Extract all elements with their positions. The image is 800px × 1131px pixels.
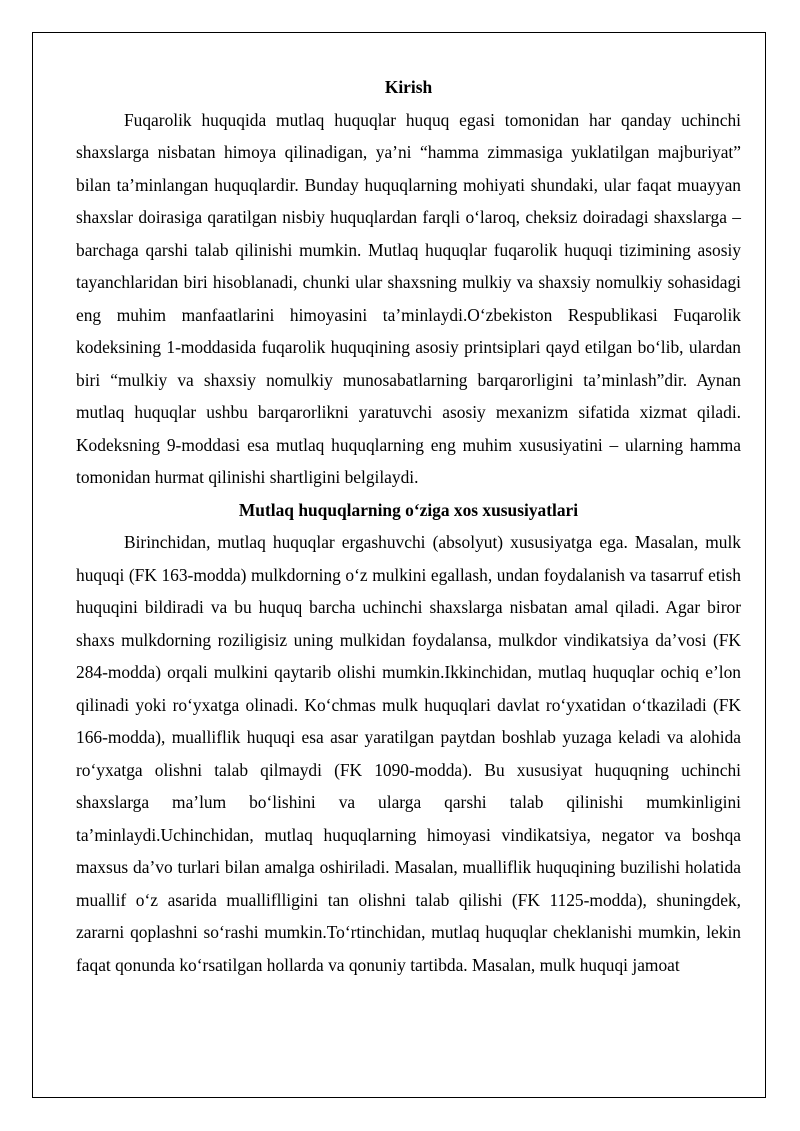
section-heading-features: Mutlaq huquqlarning o‘ziga xos xususiyatlari	[238, 499, 579, 520]
section-heading-intro: Kirish	[384, 77, 433, 97]
paragraph-intro: Fuqarolik huquqida mutlaq huquqlar huquq egasi tomonidan har qanday uchinchi shaxslarga nisbatan himoya qilinadigan, ya’ni “hamma zimmasiga yuklatilgan majburiyat” bilan ta’minlangan huquqlardir. Bunday huquqlarning mohiyati shundaki, ular faqat muayyan shaxslar doirasiga qaratilgan nisbiy huquqlardan farqli o‘laroq, cheksiz doiradagi shaxslarga – barchaga qarshi talab qilinishi mumkin. Mutlaq huquqlar fuqarolik huquqi tizimining asosiy tayanchlaridan biri hisoblanadi, chunki ular shaxsning mulkiy va shaxsiy nomulkiy sohasidagi eng muhim manfaatlarini himoyasini ta’minlaydi.O‘zbekiston Respublikasi Fuqarolik kodeksining 1-moddasida fuqarolik huquqining asosiy printsiplari qayd etilgan bo‘lib, ulardan biri “mulkiy va shaxsiy nomulkiy munosabatlarning barqarorligini ta’minlash”dir. Aynan mutlaq huquqlar ushbu barqarorlikni yaratuvchi asosiy mexanizm sifatida xizmat qiladi. Kodeksning 9-moddasi esa mutlaq huquqlarning eng muhim xususiyatini – ularning hamma tomonidan hurmat qilinishi shartligini belgilaydi.	[76, 109, 741, 487]
document-body	[76, 71, 741, 981]
paragraph-features: Birinchidan, mutlaq huquqlar ergashuvchi (absolyut) xususiyatga ega. Masalan, mulk huquqi (FK 163-modda) mulkdorning o‘z mulkini egallash, undan foydalanish va tasarruf etish huquqini bildiradi va bu huquq barcha uchinchi shaxslarga nisbatan amal qiladi. Agar biror shaxs mulkdorning roziligisiz uning mulkidan foydalansa, mulkdor vindikatsiya da’vosi (FK 284-modda) orqali mulkini qaytarib olishi mumkin.Ikkinchidan, mutlaq huquqlar ochiq e’lon qilinadi yoki ro‘yxatga olinadi. Ko‘chmas mulk huquqlari davlat ro‘yxatidan o‘tkaziladi (FK 166-modda), mualliflik huquqi esa asar yaratilgan paytdan boshlab yuzaga keladi va alohida ro‘yxatga olishni talab qilmaydi (FK 1090-modda). Bu xususiyat huquqning uchinchi shaxslarga ma’lum bo‘lishini va ularga qarshi talab qilinishi mumkinligini ta’minlaydi.Uchinchidan, mutlaq huquqlarning himoyasi vindikatsiya, negator va boshqa maxsus da’vo turlari bilan amalga oshiriladi. Masalan, mualliflik huquqining buzilishi holatida muallif o‘z asarida mualliflligini tan olishni talab qilishi (FK 1125-modda), shuningdek, zararni qoplashni so‘rashi mumkin.To‘rtinchidan, mutlaq huquqlar cheklanishi mumkin, lekin faqat qonunda ko‘rsatilgan hollarda va qonuniy tartibda. Masalan, mulk huquqi jamoat	[76, 532, 741, 975]
